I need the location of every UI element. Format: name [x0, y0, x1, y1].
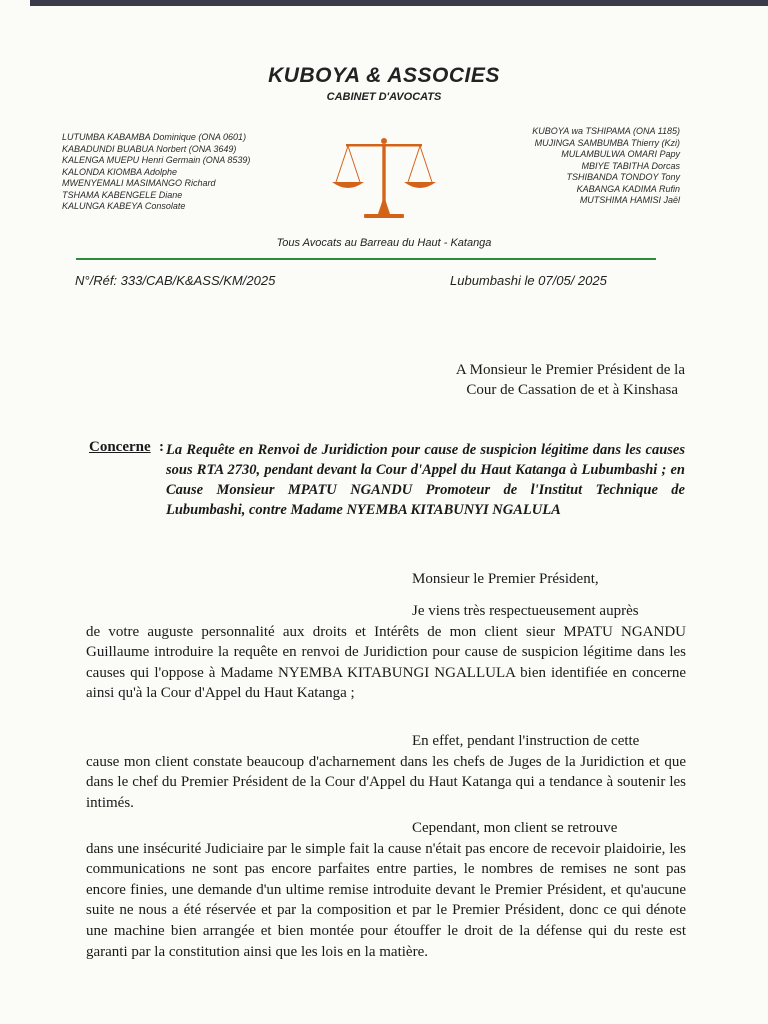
subject-colon: : [159, 439, 164, 455]
lawyer-name: MUTSHIMA HAMISI Jaël [579, 195, 680, 205]
lawyer-name: LUTUMBA KABAMBA Dominique (ONA 0601) [62, 132, 247, 142]
lawyer-name: MBIYE TABITHA Dorcas [581, 160, 680, 171]
body-paragraph-2 [86, 731, 686, 813]
lawyer-name: KALONDA KIOMBA Adolphe [62, 166, 178, 177]
lawyer-name: KABANGA KADIMA Rufin [576, 183, 680, 194]
body-paragraph-1 [86, 601, 686, 704]
scales-of-justice-icon [326, 136, 442, 228]
paragraph-opening: Je viens très respectueusement auprès [412, 603, 639, 619]
bar-tagline: Tous Avocats au Barreau du Haut - Katanga [276, 237, 492, 249]
salutation: Monsieur le Premier Président, [412, 571, 599, 587]
reference-number: N°/Réf: 333/CAB/K&ASS/KM/2025 [75, 273, 276, 288]
lawyer-name: MWENYEMALI MASIMANGO Richard [62, 178, 216, 188]
lawyers-right-list [430, 126, 680, 207]
addressee-block [360, 360, 685, 400]
lawyer-name: MUJINGA SAMBUMBA Thierry (Kzi) [534, 137, 680, 148]
lawyer-name: KALUNGA KABEYA Consolate [62, 201, 186, 211]
lawyer-name: KUBOYA wa TSHIPAMA (ONA 1185) [532, 126, 680, 136]
addressee-line: A Monsieur le Premier Président de la [455, 362, 685, 378]
lawyer-name: KABADUNDI BUABUA Norbert (ONA 3649) [62, 143, 237, 154]
lawyers-left-list [62, 132, 342, 213]
top-edge-bar [30, 0, 768, 6]
firm-name: KUBOYA & ASSOCIES [268, 64, 500, 87]
firm-subtitle: CABINET D'AVOCATS [326, 91, 442, 103]
paragraph-text: cause mon client constate beaucoup d'acharnement dans les chefs de Juges de la Juridiction et que dans le chef du Premier Président de la Cour d'Appel du Haut Katanga qui a tendance à soutenir les intimés. [86, 753, 686, 811]
lawyer-name: MULAMBULWA OMARI Papy [561, 149, 680, 159]
letter-date: Lubumbashi le 07/05/ 2025 [450, 273, 607, 288]
paragraph-opening: En effet, pendant l'instruction de cette [412, 733, 640, 749]
subject-label: Concerne [89, 439, 151, 455]
paragraph-opening: Cependant, mon client se retrouve [412, 820, 618, 836]
paragraph-text: dans une insécurité Judiciaire par le simple fait la cause n'était pas encore de recevoir plaidoirie, les communications ne sont pas encore parfaites entre parties, le nombres de remises ne sont pas encore finies, une demande d'un ultime remise introduite devant le Premier Président, et qu'aucune suite ne nous a été réservée et par la composition et par le Premier Président, donc ce qui dénote une machine bien arrangée et bien montée pour étouffer le droit de la défense qui du reste est garanti par la constitution ainsi que les lois en la matière. [86, 840, 686, 960]
body-paragraph-3 [86, 818, 686, 962]
subject-text: La Requête en Renvoi de Juridiction pour cause de suspicion légitime dans les causes sous RTA 2730, pendant devant la Cour d'Appel du Haut Katanga à Lubumbashi ; en Cause Monsieur MPATU NGANDU Promoteur de l'Institut Technique de Lubumbashi, contre Madame NYEMBA KITABUNYI NGALULA [166, 442, 685, 518]
header-divider [76, 258, 656, 260]
addressee-line: Cour de Cassation de et à Kinshasa [466, 382, 678, 398]
lawyer-name: KALENGA MUEPU Henri Germain (ONA 8539) [62, 155, 251, 165]
lawyer-name: TSHIBANDA TONDOY Tony [566, 172, 680, 182]
lawyer-name: TSHAMA KABENGELE Diane [62, 189, 183, 200]
paragraph-text: de votre auguste personnalité aux droits et Intérêts de mon client sieur MPATU NGANDU Guillaume introduire la requête en renvoi de Juridiction pour cause de suspicion légitime dans les causes qui l'oppose à Madame NYEMBA KITABUNGI NGALLULA bien identifiée en concerne ainsi qu'à la Cour d'Appel du Haut Katanga ; [86, 623, 686, 702]
